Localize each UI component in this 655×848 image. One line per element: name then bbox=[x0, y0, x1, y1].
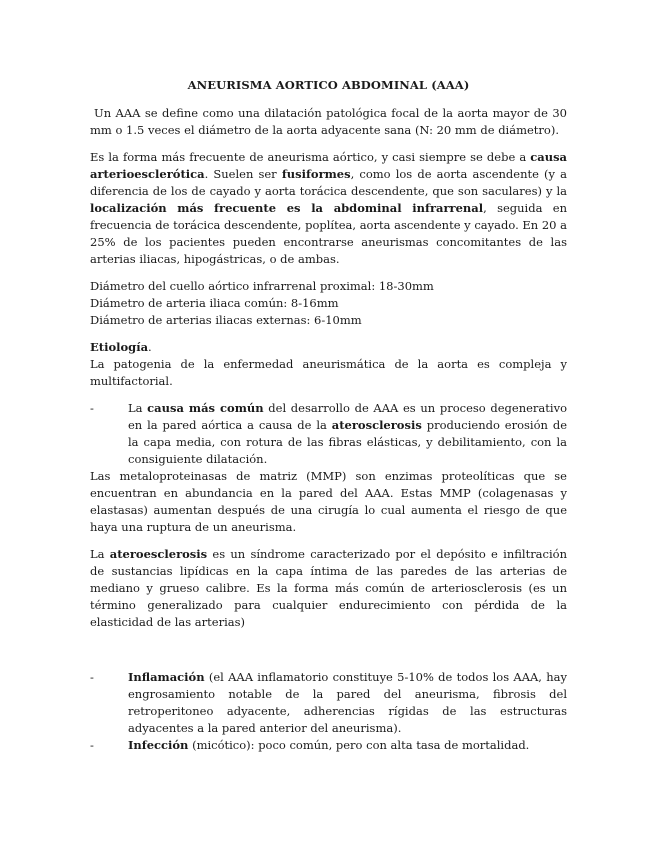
diameter-line: Diámetro de arteria iliaca común: 8-16mm bbox=[90, 296, 339, 310]
p2-text-3: , como los de aorta ascendente (y a diferencia de los de cayado y aorta torácica descendente, que son saculares) y la bbox=[90, 167, 567, 198]
ath-text-1: La bbox=[90, 547, 110, 561]
bullet-common-cause bbox=[90, 400, 567, 468]
diameter-line: Diámetro del cuello aórtico infrarrenal proximal: 18-30mm bbox=[90, 279, 434, 293]
b3-text: (micótico): poco común, pero con alta tasa de mortalidad. bbox=[188, 738, 530, 752]
p2-bold-fusiform: fusiformes bbox=[281, 167, 351, 181]
etiology-heading-dot: . bbox=[148, 340, 152, 354]
b1-text-1: La bbox=[128, 401, 148, 415]
b1-text-2: del desarrollo de AAA es un proceso degenerativo en la pared aórtica a causa de la bbox=[128, 401, 567, 432]
b2-bold-inflammation: Inflamación bbox=[128, 670, 205, 684]
b1-bold-atherosclerosis: aterosclerosis bbox=[331, 418, 422, 432]
ath-text-2: es un síndrome caracterizado por el depósito e infiltración de sustancias lipídicas en la capa íntima de las paredes de las arterias de mediano y grueso calibre. Es la forma más común de arteriosclerosis (es un término generalizado para cualquier endurecimiento con pérdida de la elasticidad de las arterias) bbox=[90, 547, 567, 629]
etiology-heading-text: Etiología bbox=[90, 340, 149, 354]
bullet-infection bbox=[90, 737, 567, 754]
etiology-heading bbox=[90, 339, 567, 356]
bullet-text bbox=[128, 737, 567, 754]
bullet-inflammation bbox=[90, 669, 567, 737]
etiology-section bbox=[90, 339, 567, 390]
b3-bold-infection: Infección bbox=[128, 738, 189, 752]
intro-paragraph: Un AAA se define como una dilatación patológica focal de la aorta mayor de 30 mm o 1.5 veces el diámetro de la aorta adyacente sana (N: 20 mm de diámetro). bbox=[90, 106, 567, 137]
atherosclerosis-paragraph bbox=[90, 546, 567, 631]
bullet-dash: - bbox=[90, 670, 94, 684]
b1-text-3: produciendo erosión de la capa media, con rotura de las fibras elásticas, y debilitamiento, con la consiguiente dilatación. bbox=[128, 418, 568, 466]
bullet-dash: - bbox=[90, 401, 94, 415]
p2-text-2: . Suelen ser bbox=[204, 167, 282, 181]
p2-bold-cause: causa arterioesclerótica bbox=[90, 150, 567, 181]
p2-bold-location: localización más frecuente es la abdominal infrarrenal bbox=[90, 201, 484, 215]
bullet-dash: - bbox=[90, 738, 94, 752]
b1-bold-common-cause: causa más común bbox=[147, 401, 264, 415]
blank-space bbox=[90, 631, 567, 669]
frequency-paragraph bbox=[90, 149, 567, 268]
b2-text: (el AAA inflamatorio constituye 5-10% de todos los AAA, hay engrosamiento notable de la pared del aneurisma, fibrosis del retroperitoneo adyacente, adherencias rígidas de las estructuras adyacentes a la pared anterior del aneurisma). bbox=[128, 670, 567, 735]
document-title: ANEURISMA AORTICO ABDOMINAL (AAA) bbox=[187, 78, 470, 92]
etiology-text: La patogenia de la enfermedad aneurismática de la aorta es compleja y multifactorial. bbox=[90, 357, 567, 388]
diameter-line: Diámetro de arterias iliacas externas: 6-10mm bbox=[90, 313, 362, 327]
bullet-text bbox=[128, 400, 567, 468]
p2-text-1: Es la forma más frecuente de aneurisma aórtico, y casi siempre se debe a bbox=[90, 150, 531, 164]
ath-bold-term: ateroesclerosis bbox=[109, 547, 208, 561]
bullet-text bbox=[128, 669, 567, 737]
mmp-paragraph: Las metaloproteinasas de matriz (MMP) son enzimas proteolíticas que se encuentran en abundancia en la pared del AAA. Estas MMP (colagenasas y elastasas) aumentan después de una cirugía lo cual aumenta el riesgo de que haya una ruptura de un aneurisma. bbox=[90, 469, 567, 534]
diameter-list bbox=[90, 278, 567, 329]
p2-text-4: , seguida en frecuencia de torácica descendente, poplítea, aorta ascendente y cayado. En 20 a 25% de los pacientes pueden encontrarse aneurismas concomitantes de las arterias iliacas, hipogástricas, o de ambas. bbox=[90, 201, 567, 266]
